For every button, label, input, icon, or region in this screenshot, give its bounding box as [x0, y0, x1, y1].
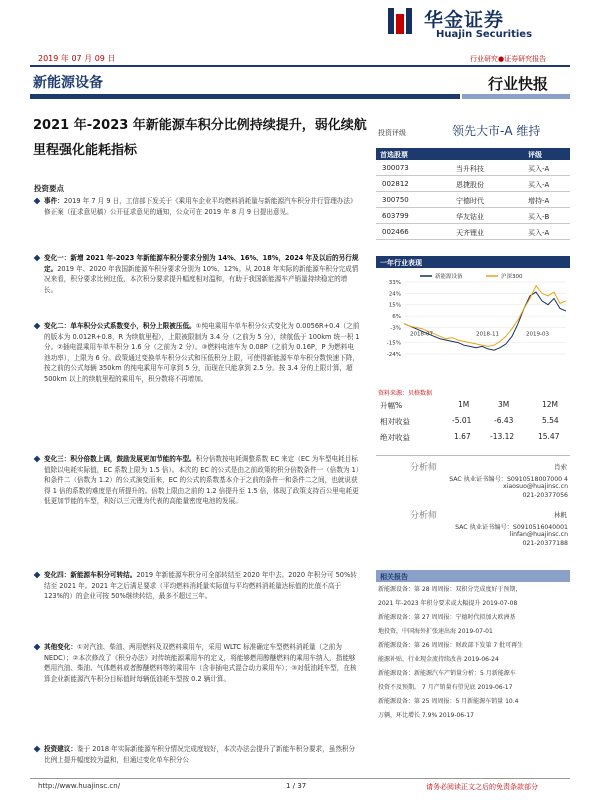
section-bar — [30, 94, 460, 99]
perf-header: 1M — [458, 400, 470, 409]
analyst-label: 分析师 — [410, 511, 438, 521]
analyst-name: 林帆 — [554, 511, 567, 519]
y-tick-label: -15% — [386, 340, 401, 347]
stock-rating: 买入-B — [528, 213, 550, 221]
analyst-email[interactable]: linfan@huajinsc.cn — [509, 531, 568, 538]
x-tick-label: 2018-07 — [410, 331, 433, 338]
table-row — [376, 414, 570, 428]
key-point-text: 2019 年、2020 年我国新能源车积分要求分别为 10%、12%。从 2018 年实际的新能源车积分完成情况来看，积分要求比例过低，本次积分要求提升幅度相对温和，有助于我国新能源车产销量持续稳定的增长。 — [44, 264, 359, 294]
y-tick-label: 24% — [388, 291, 401, 298]
related-report-line[interactable]: 投资不及预期， 7 月产销量有望见底 2019-06-17 — [378, 684, 513, 691]
stock-name: 当升科技 — [456, 165, 484, 173]
stock-code: 002812 — [382, 180, 409, 188]
stock-rating: 买入-A — [528, 181, 550, 189]
key-point-text: ①纯电乘用车单车积分公式变化为 0.0056R+0.4（之前的版本为 0.012R+0.8，R 为续航里程），上限被限制为 3.4 分（之前为 5 分），续航低于 100km 统一积 1 分。②插电混乘用车单车积分 1.6 分（之前为 2 分）。③燃料电池车为 0.08P（之前为 0.16P，P 为燃料电池功率），上限为 6 分。政策通过变换单车积分公式和压低积分上限，可使得新能源车单车积分数快速下降，按之前的公式每辆 350km 的纯电乘用车可拿到 5 分，而现在只能拿到 2.5 分。按 3.4 分的上限计算，超 500km 以上的续航里程的乘用车，积分数将不再增加。 — [44, 322, 360, 383]
analyst-divider — [376, 455, 570, 456]
y-tick-label: -24% — [386, 352, 401, 358]
key-point — [34, 321, 360, 385]
perf-header: 12M — [542, 400, 559, 409]
key-point-lead: 事件： — [44, 197, 64, 205]
analyst-cert: SAC 执业证书编号：S0910516040001 — [455, 524, 568, 531]
series-line — [404, 292, 566, 350]
analyst-phone: 021-20377056 — [522, 492, 568, 499]
rating-label: 投资评级 — [378, 129, 406, 137]
rating-value: 领先大市-A 维持 — [452, 124, 541, 138]
table-row — [376, 208, 570, 224]
key-point-text: 2019 年 7 月 9 日，工信部下发关于《乘用车企业平均燃料消耗量与新能源汽车积分并行管理办法》修正案（征求意见稿）公开征求意见的通知，公众可在 2019 年 8 月 9 日提出意见。 — [44, 197, 357, 216]
perf-value: -13.12 — [490, 432, 515, 441]
y-tick-label: 6% — [392, 314, 401, 321]
header-divider — [30, 65, 570, 67]
legend-label: 沪深300 — [501, 274, 523, 280]
document-type: 行业快报 — [488, 75, 549, 93]
analyst-email[interactable]: xiaosuo@huajinsc.cn — [503, 483, 568, 490]
related-report-line[interactable]: 新能源设备：第 25 周周报：5 月新能源车销量 10.4 — [378, 698, 519, 705]
report-date: 2019 年 07 月 09 日 — [38, 54, 116, 63]
perf-header: 3M — [498, 400, 510, 409]
stock-name: 天齐锂业 — [456, 229, 484, 237]
perf-header-row — [376, 398, 570, 412]
stock-rating: 买入-A — [528, 229, 550, 237]
key-point — [34, 570, 360, 602]
stock-rating: 增持-A — [528, 197, 550, 205]
footer-url[interactable]: http://www.huajinsc.cn/ — [38, 782, 121, 790]
y-tick-label: 15% — [388, 302, 401, 309]
stock-name: 宁德时代 — [456, 197, 484, 205]
x-tick-label: 2018-11 — [476, 331, 499, 338]
x-tick-label: 2019-03 — [526, 331, 549, 338]
brand-name-cn: 华金证券 — [424, 9, 505, 31]
related-report-line[interactable]: 新能源设备：第 26 周周报：财政部下发第 7 批可再生 — [378, 642, 524, 649]
page-number: 1 / 37 — [286, 782, 307, 790]
analyst-cert: SAC 执业证书编号：S0910518007000 4 — [449, 476, 568, 483]
related-report-line[interactable]: 新能源设备：新能源汽车产销量分析：5 月新能源车 — [378, 670, 516, 677]
legend-label: 新能源设备 — [435, 274, 463, 280]
stock-table-col-stock: 首选股票 — [380, 151, 408, 159]
brand-logo — [386, 6, 416, 36]
key-point — [34, 196, 360, 217]
breadcrumb: 行业研究●证券研究报告 — [470, 55, 547, 63]
table-row — [376, 224, 570, 240]
stock-code: 002466 — [382, 228, 409, 236]
key-point-lead: 投资建议： — [44, 745, 77, 753]
table-row — [376, 430, 570, 444]
table-row — [376, 160, 570, 176]
stock-code: 300073 — [382, 164, 409, 172]
footer-disclaimer: 请务必阅读正文之后的免责条款部分 — [426, 783, 538, 791]
key-points-heading: 投资要点 — [34, 184, 64, 193]
stock-rating: 买入-A — [528, 165, 550, 173]
perf-value: -6.43 — [494, 416, 514, 425]
sector-title: 新能源设备 — [33, 75, 103, 91]
perf-label: 相对收益 — [380, 417, 410, 426]
key-point — [34, 454, 360, 507]
chart-title: 一年行业表现 — [376, 256, 570, 268]
key-point-text: 鉴于 2018 年实际新能源车积分情况完成度较好，本次办法会提升了新能车积分要求，虽然积分比例上提升幅度较为温和，但通过变化单车积分公 — [44, 745, 356, 764]
key-point-lead: 变化二：单车积分公式系数变小，积分上限被压低。 — [44, 322, 196, 330]
y-tick-label: -3% — [390, 325, 401, 332]
related-report-line[interactable]: 地投资，中国海外扩张速出海 2019-07-01 — [378, 628, 493, 635]
analyst-phone: 021-20377188 — [522, 540, 568, 547]
analyst-name: 肖索 — [554, 463, 567, 471]
key-point-lead: 其他变化： — [44, 643, 77, 651]
related-reports-title: 相关报告 — [376, 570, 570, 582]
key-point — [34, 642, 360, 684]
stock-code: 603799 — [382, 212, 409, 220]
table-row — [376, 176, 570, 192]
related-report-line[interactable]: 能源补贴，行业现金流持续改善 2019-06-24 — [378, 656, 499, 663]
brand-name-en: Huajin Securities — [436, 29, 533, 40]
related-report-line[interactable]: 万辆，环比增长 7.9% 2019-06-17 — [378, 712, 474, 719]
key-point-text: 2019 年新能源车积分可全部转结至 2020 年中去。2020 年积分可 50%转结至 2021 年。2021 年之后满足要求（平均燃料消耗量实际值与平均燃料消耗量达标值的比值不高于 123%的）的企业可按 50%继续转结，最多不超过三年。 — [44, 571, 357, 601]
key-point-lead: 变化三：积分倍数上调，鼓励发展更加节能的车型。 — [44, 455, 196, 463]
key-point — [34, 744, 360, 765]
perf-value: 15.47 — [538, 432, 560, 441]
y-tick-label: 33% — [388, 280, 401, 286]
perf-value: 5.54 — [542, 416, 559, 425]
perf-value: 1.67 — [454, 432, 471, 441]
key-point-text: 积分倍数按电耗调整系数 EC 来定（EC 为车型电耗目标值除以电耗实际值，EC 系数上限为 1.5 倍）。本次的 EC 的公式是由之前政策的积分倍数条件一（倍数为 1）和条件二（倍数为 1.2）的公式演变而来，EC 的公式的系数基本介于之前的条件一和条件二之间，也就说获得 1 倍的系数的难度是有所提升的。倍数上限由之前的 1.2 倍提升至 1.5 倍，体现了政策支持百公里电耗更低更加节能的车型，利好以三元锂为代表的高能量密度电池的发展。 — [44, 455, 360, 506]
perf-header: 升幅% — [380, 401, 403, 410]
perf-label: 绝对收益 — [380, 433, 410, 442]
table-row — [376, 192, 570, 208]
perf-value: -5.01 — [452, 416, 472, 425]
stock-name: 华友钴业 — [456, 213, 484, 221]
section-bar-accent — [462, 94, 570, 99]
related-report-line[interactable]: 2021 年-2023 年积分要求或大幅提升 2019-07-08 — [378, 600, 518, 607]
related-report-line[interactable]: 新能源设备：第 27 周周报：宁德时代拟加大欧洲基 — [378, 614, 516, 621]
performance-chart — [376, 268, 570, 384]
key-point — [34, 253, 360, 295]
key-point-lead: 变化四：新能源车积分可转结。 — [44, 571, 137, 579]
key-point-lead: 变化一：新增 2021 年-2023 年新能源车积分要求分别为 14%、16%、18%，2024 年及以后的另行规定。 — [44, 254, 359, 273]
report-title: 2021 年-2023 年新能源车积分比例持续提升，弱化续航里程强化能耗指标 — [33, 118, 367, 158]
stock-name: 恩捷股份 — [456, 181, 484, 189]
chart-source: 资料来源：贝格数据 — [378, 390, 433, 397]
analyst-label: 分析师 — [410, 463, 438, 473]
stock-code: 300750 — [382, 196, 409, 204]
key-point-text: ①对汽油、柴油、两用燃料及双燃料乘用车，采用 WLTC 标准确定车型燃料消耗量（之前为 NEDC）；②本次修改了《积分办法》对传统能源乘用车的定义，将能够燃用醇醚燃料的乘用车纳入，指能够燃用汽油、柴油、气体燃料或者醇醚燃料等的乘用车（含非插电式混合动力乘用车）；③对低油耗车型，在核算企业新能源汽车积分目标值时每辆低油耗车型按 0.2 辆计算。 — [44, 643, 357, 683]
related-report-line[interactable]: 新能源设备：第 28 周周报：双积分完成度好于预期， — [378, 586, 522, 593]
footer-divider — [30, 778, 570, 779]
stock-table-col-rating: 评级 — [528, 151, 542, 159]
